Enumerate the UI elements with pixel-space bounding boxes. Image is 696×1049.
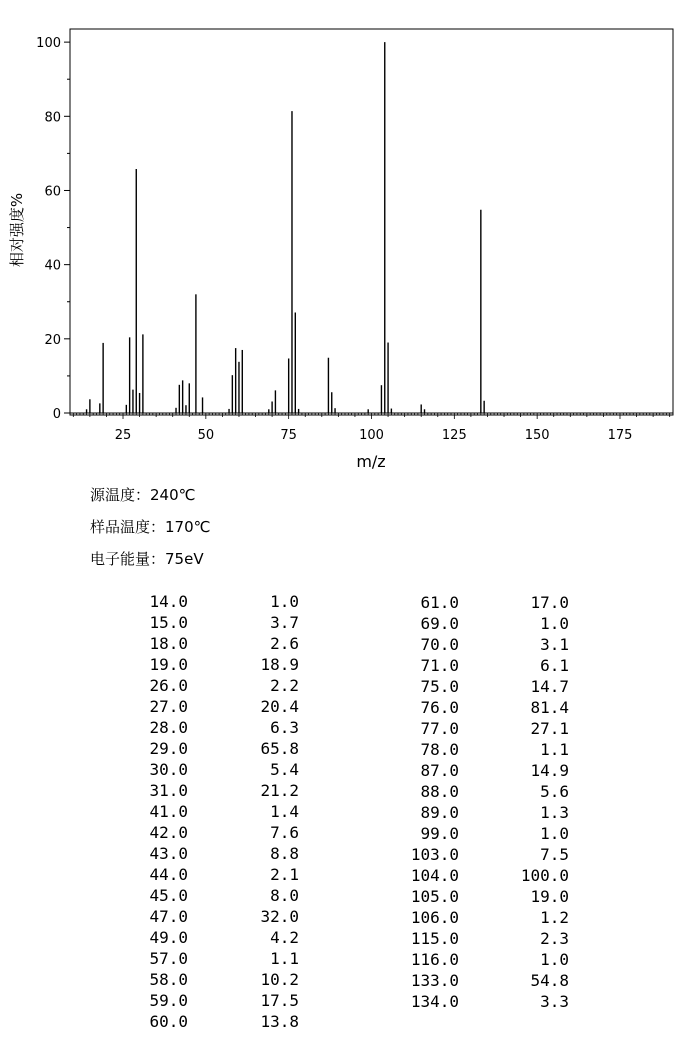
spectrum-bars	[87, 42, 485, 413]
peak-intensity: 17.5	[260, 991, 299, 1010]
peak-intensity: 2.2	[270, 676, 299, 695]
x-tick-label: 125	[441, 428, 467, 443]
peak-mz: 42.0	[149, 823, 188, 842]
peak-mz: 47.0	[149, 907, 188, 926]
peak-mz: 78.0	[420, 740, 459, 759]
peak-intensity: 81.4	[530, 698, 569, 717]
peak-intensity: 20.4	[260, 697, 299, 716]
peak-intensity: 3.3	[540, 992, 569, 1011]
peak-intensity: 14.9	[530, 761, 569, 780]
peak-intensity: 14.7	[530, 677, 569, 696]
peak-mz: 14.0	[149, 592, 188, 611]
x-tick-label: 50	[197, 428, 215, 443]
condition-label: 电子能量：	[90, 550, 166, 568]
peak-intensity: 7.5	[540, 845, 569, 864]
peak-intensity: 3.1	[540, 635, 569, 654]
peak-mz: 57.0	[149, 949, 188, 968]
condition-row	[90, 484, 196, 505]
peak-mz: 116.0	[410, 950, 459, 969]
peak-mz: 28.0	[149, 718, 188, 737]
peak-mz: 105.0	[410, 887, 459, 906]
peak-mz: 18.0	[149, 634, 188, 653]
x-tick-label: 150	[524, 428, 550, 443]
peak-mz: 70.0	[420, 635, 459, 654]
condition-value: 170℃	[165, 518, 211, 536]
peak-mz: 106.0	[410, 908, 459, 927]
peak-mz: 60.0	[149, 1012, 188, 1031]
y-tick-label: 40	[44, 258, 61, 274]
peak-intensity: 1.1	[270, 949, 299, 968]
peak-intensity: 1.0	[540, 824, 569, 843]
peak-intensity: 2.6	[270, 634, 299, 653]
peak-mz: 134.0	[410, 992, 459, 1011]
peak-intensity: 27.1	[530, 719, 569, 738]
peak-intensity: 18.9	[260, 655, 299, 674]
peak-intensity: 4.2	[270, 928, 299, 947]
condition-label: 样品温度：	[90, 518, 166, 536]
peak-intensity: 6.3	[270, 718, 299, 737]
peak-intensity: 1.2	[540, 908, 569, 927]
peak-mz: 45.0	[149, 886, 188, 905]
y-axis-label: 相对强度%	[8, 192, 26, 268]
peak-mz: 59.0	[149, 991, 188, 1010]
peak-intensity: 17.0	[530, 593, 569, 612]
peak-mz: 103.0	[410, 845, 459, 864]
peak-intensity: 6.1	[540, 656, 569, 675]
y-tick-label: 0	[52, 407, 61, 422]
y-axis	[36, 36, 70, 422]
y-tick-label: 80	[44, 110, 61, 126]
peak-intensity: 1.0	[270, 592, 299, 611]
peak-mz: 26.0	[149, 676, 188, 695]
peak-intensity: 65.8	[260, 739, 299, 758]
peak-mz: 71.0	[420, 656, 459, 675]
peak-intensity: 1.4	[270, 802, 299, 821]
peak-mz: 41.0	[149, 802, 188, 821]
peak-mz: 69.0	[420, 614, 459, 633]
peak-mz: 29.0	[149, 739, 188, 758]
peak-intensity: 10.2	[260, 970, 299, 989]
condition-row	[90, 516, 211, 537]
peak-intensity: 13.8	[260, 1012, 299, 1031]
peak-mz: 77.0	[420, 719, 459, 738]
peak-mz: 19.0	[149, 655, 188, 674]
condition-value: 75eV	[165, 550, 204, 568]
peak-mz: 61.0	[420, 593, 459, 612]
peak-intensity: 1.1	[540, 740, 569, 759]
peak-intensity: 5.6	[540, 782, 569, 801]
peak-intensity: 8.8	[270, 844, 299, 863]
peak-intensity: 2.3	[540, 929, 569, 948]
y-tick-label: 60	[44, 184, 61, 200]
peak-mz: 99.0	[420, 824, 459, 843]
peak-intensity: 100.0	[520, 866, 569, 885]
peak-mz: 133.0	[410, 971, 459, 990]
peak-mz: 27.0	[149, 697, 188, 716]
mass-spectrum-chart	[0, 0, 696, 480]
peak-intensity: 1.3	[540, 803, 569, 822]
condition-label: 源温度：	[90, 486, 151, 504]
x-tick-label: 175	[607, 428, 633, 443]
peak-mz: 43.0	[149, 844, 188, 863]
x-tick-label: 75	[280, 428, 297, 443]
y-tick-label: 100	[36, 36, 61, 52]
peak-mz: 87.0	[420, 761, 459, 780]
peak-mz: 15.0	[149, 613, 188, 632]
peak-intensity: 7.6	[270, 823, 299, 842]
peak-mz: 88.0	[420, 782, 459, 801]
peak-mz: 31.0	[149, 781, 188, 800]
x-tick-label: 25	[114, 428, 132, 443]
peak-intensity: 5.4	[270, 760, 299, 779]
x-axis	[70, 413, 673, 443]
peak-mz: 75.0	[420, 677, 459, 696]
peak-mz: 76.0	[420, 698, 459, 717]
peak-intensity: 2.1	[270, 865, 299, 884]
peak-intensity: 19.0	[530, 887, 569, 906]
peak-mz: 58.0	[149, 970, 188, 989]
peak-intensity: 54.8	[530, 971, 569, 990]
peak-mz: 115.0	[410, 929, 459, 948]
peak-mz: 104.0	[410, 866, 459, 885]
peak-mz: 89.0	[420, 803, 459, 822]
x-tick-label: 100	[359, 428, 384, 443]
peak-intensity: 32.0	[260, 907, 299, 926]
peak-mz: 49.0	[149, 928, 188, 947]
peak-mz: 44.0	[149, 865, 188, 884]
peak-intensity: 1.0	[540, 950, 569, 969]
peak-intensity: 8.0	[270, 886, 299, 905]
y-tick-label: 20	[44, 332, 61, 348]
plot-frame	[70, 29, 673, 415]
condition-value: 240℃	[150, 486, 196, 504]
x-axis-label: m/z	[356, 452, 386, 471]
peak-intensity: 3.7	[270, 613, 299, 632]
peak-mz: 30.0	[149, 760, 188, 779]
condition-row	[90, 548, 204, 569]
peak-intensity: 1.0	[540, 614, 569, 633]
peak-intensity: 21.2	[260, 781, 299, 800]
